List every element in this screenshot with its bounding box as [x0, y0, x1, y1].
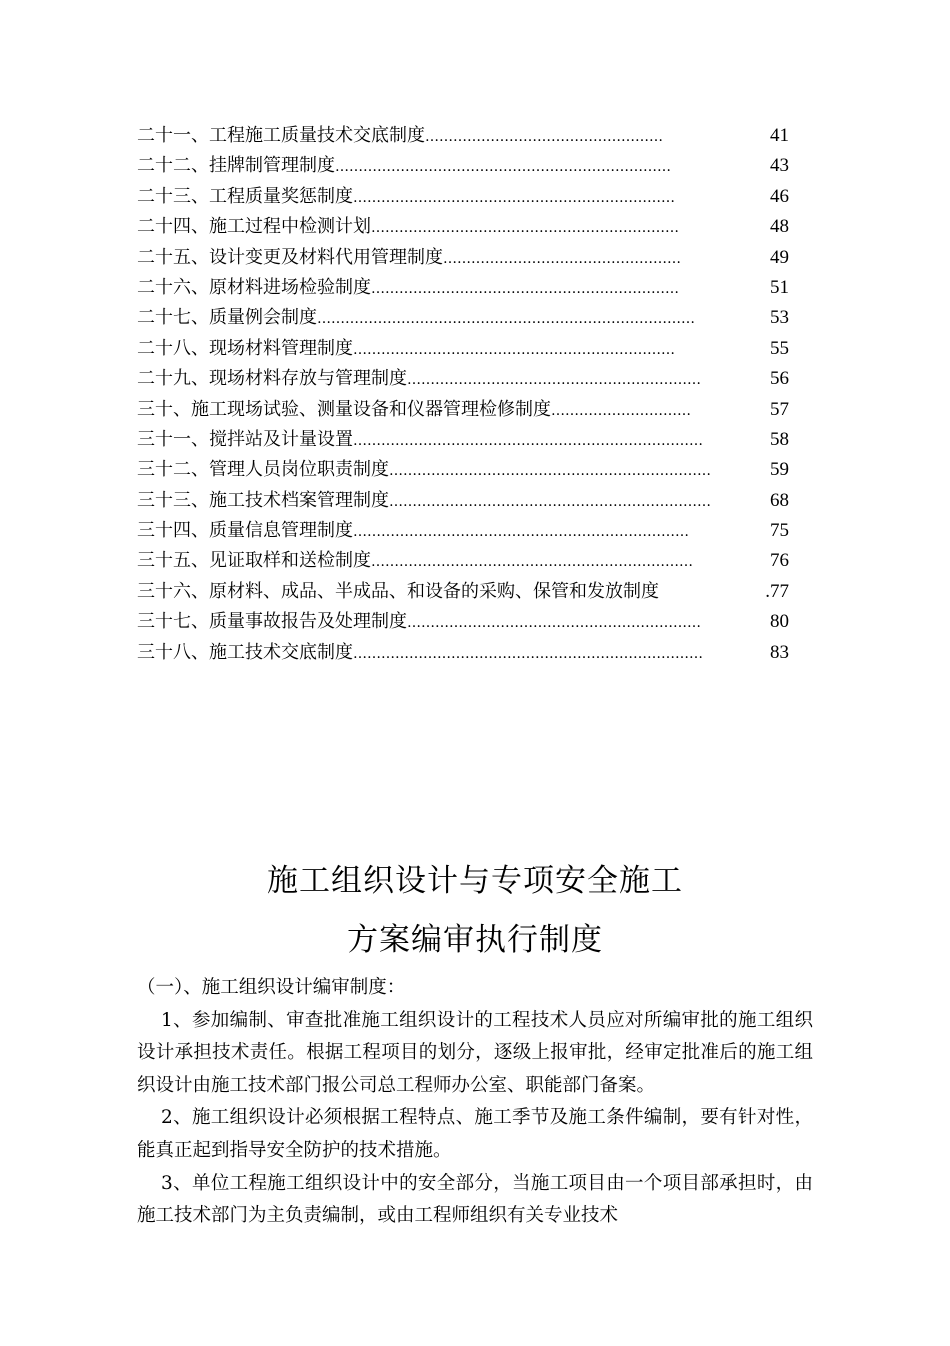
toc-entry[interactable]: [137, 364, 789, 394]
toc-entry-leader: ………………………………………………………………: [353, 524, 689, 541]
toc-entry-leader: …………………………: [551, 402, 691, 419]
toc-entry-leader: ………………………………………………………………: [335, 159, 671, 176]
toc-entry[interactable]: [137, 151, 789, 181]
toc-entry-page: 75: [770, 520, 789, 542]
toc-entry-leader: ………………………………………………………: [407, 372, 701, 389]
toc-entry-leader: …………………………………………………………………: [353, 645, 703, 662]
toc-entry-leader: …………………………………………………………………: [353, 432, 703, 449]
toc-entry-title: 二十九、现场材料存放与管理制度: [137, 368, 407, 390]
toc-entry-title: 三十四、质量信息管理制度: [137, 520, 353, 542]
toc-entry-page: 57: [770, 398, 789, 420]
toc-entry-leader: …………………………………………………………: [371, 220, 679, 237]
toc-entry-leader: ………………………………………………………………………: [317, 311, 695, 328]
toc-entry-title: 二十四、施工过程中检测计划: [137, 216, 371, 238]
toc-entry-title: 二十五、设计变更及材料代用管理制度: [137, 246, 443, 268]
toc-entry-leader: ……………………………………………: [425, 129, 663, 145]
toc-entry-leader: ………………………………………………………: [407, 615, 701, 632]
toc-entry-page: 76: [770, 550, 789, 572]
body-paragraph: 1、参加编制、审查批准施工组织设计的工程技术人员应对所编审批的施工组织设计承担技术责任。根据工程项目的划分，逐级上报审批，经审定批准后的施工组织设计由施工技术部门报公司总工程师办公室、职能部门备案。: [137, 1009, 813, 1096]
toc-entry-page: 46: [770, 185, 789, 207]
toc-entry-page: 51: [770, 276, 789, 298]
table-of-contents: [137, 121, 789, 668]
toc-entry-title: 三十、施工现场试验、测量设备和仪器管理检修制度: [137, 398, 551, 420]
toc-entry[interactable]: [137, 395, 789, 425]
toc-entry-title: 二十六、原材料进场检验制度: [137, 276, 371, 298]
toc-entry[interactable]: [137, 273, 789, 303]
toc-entry-page: 49: [770, 246, 789, 268]
toc-entry[interactable]: [137, 638, 789, 668]
toc-entry[interactable]: [137, 334, 789, 364]
toc-entry[interactable]: [137, 243, 789, 273]
toc-entry-leader: ……………………………………………………………: [353, 341, 675, 358]
toc-entry-leader: …………………………………………………………: [371, 280, 679, 297]
toc-entry-leader: ……………………………………………………………: [389, 493, 711, 510]
toc-entry[interactable]: [137, 121, 789, 151]
body-paragraph: 3、单位工程施工组织设计中的安全部分，当施工项目由一个项目部承担时，由施工技术部门为主负责编制，或由工程师组织有关专业技术: [137, 1172, 813, 1227]
toc-entry-leader: ……………………………………………………………: [353, 189, 675, 206]
toc-entry-page: 53: [770, 307, 789, 329]
toc-entry-page: 56: [770, 368, 789, 390]
toc-entry[interactable]: [137, 425, 789, 455]
toc-entry-title: 三十三、施工技术档案管理制度: [137, 489, 389, 511]
toc-entry[interactable]: [137, 577, 789, 607]
toc-entry[interactable]: [137, 455, 789, 485]
toc-entry-title: 三十二、管理人员岗位职责制度: [137, 459, 389, 481]
toc-entry[interactable]: [137, 182, 789, 212]
toc-entry-page: 58: [770, 428, 789, 450]
toc-entry[interactable]: [137, 303, 789, 333]
toc-entry-title: 二十八、现场材料管理制度: [137, 337, 353, 359]
toc-entry-title: 三十六、原材料、成品、半成品、和设备的采购、保管和发放制度: [137, 580, 659, 602]
toc-entry-title: 三十一、搅拌站及计量设置: [137, 428, 353, 450]
toc-entry-page: 55: [770, 337, 789, 359]
toc-entry-title: 三十七、质量事故报告及处理制度: [137, 611, 407, 633]
toc-entry-title: 二十一、工程施工质量技术交底制度: [137, 125, 425, 146]
toc-entry[interactable]: [137, 516, 789, 546]
document-title-line-1: 施工组织设计与专项安全施工: [267, 863, 683, 899]
document-body: [137, 972, 813, 1233]
toc-entry-page: .77: [765, 580, 789, 602]
toc-entry-leader: ……………………………………………………………: [389, 463, 711, 480]
toc-entry-title: 二十三、工程质量奖惩制度: [137, 185, 353, 207]
toc-entry-page: 83: [770, 641, 789, 663]
toc-entry-page: 48: [770, 216, 789, 238]
toc-entry[interactable]: [137, 607, 789, 637]
toc-entry-leader: ……………………………………………………………: [371, 554, 693, 571]
toc-entry-leader: ……………………………………………: [443, 250, 681, 267]
document-title-line-2: 方案编审执行制度: [347, 922, 603, 958]
toc-entry-title: 二十二、挂牌制管理制度: [137, 155, 335, 177]
toc-entry[interactable]: [137, 486, 789, 516]
toc-entry[interactable]: [137, 546, 789, 576]
toc-entry-title: 三十五、见证取样和送检制度: [137, 550, 371, 572]
toc-entry[interactable]: [137, 212, 789, 242]
toc-entry-page: 59: [770, 459, 789, 481]
toc-entry-page: 41: [770, 125, 789, 146]
toc-entry-page: 68: [770, 489, 789, 511]
toc-entry-page: 43: [770, 155, 789, 177]
body-paragraph: 2、施工组织设计必须根据工程特点、施工季节及施工条件编制，要有针对性，能真正起到指导安全防护的技术措施。: [137, 1107, 813, 1161]
toc-entry-title: 三十八、施工技术交底制度: [137, 641, 353, 663]
toc-entry-page: 80: [770, 611, 789, 633]
section-heading: （一）、施工组织设计编审制度：: [137, 977, 406, 998]
toc-entry-title: 二十七、质量例会制度: [137, 307, 317, 329]
